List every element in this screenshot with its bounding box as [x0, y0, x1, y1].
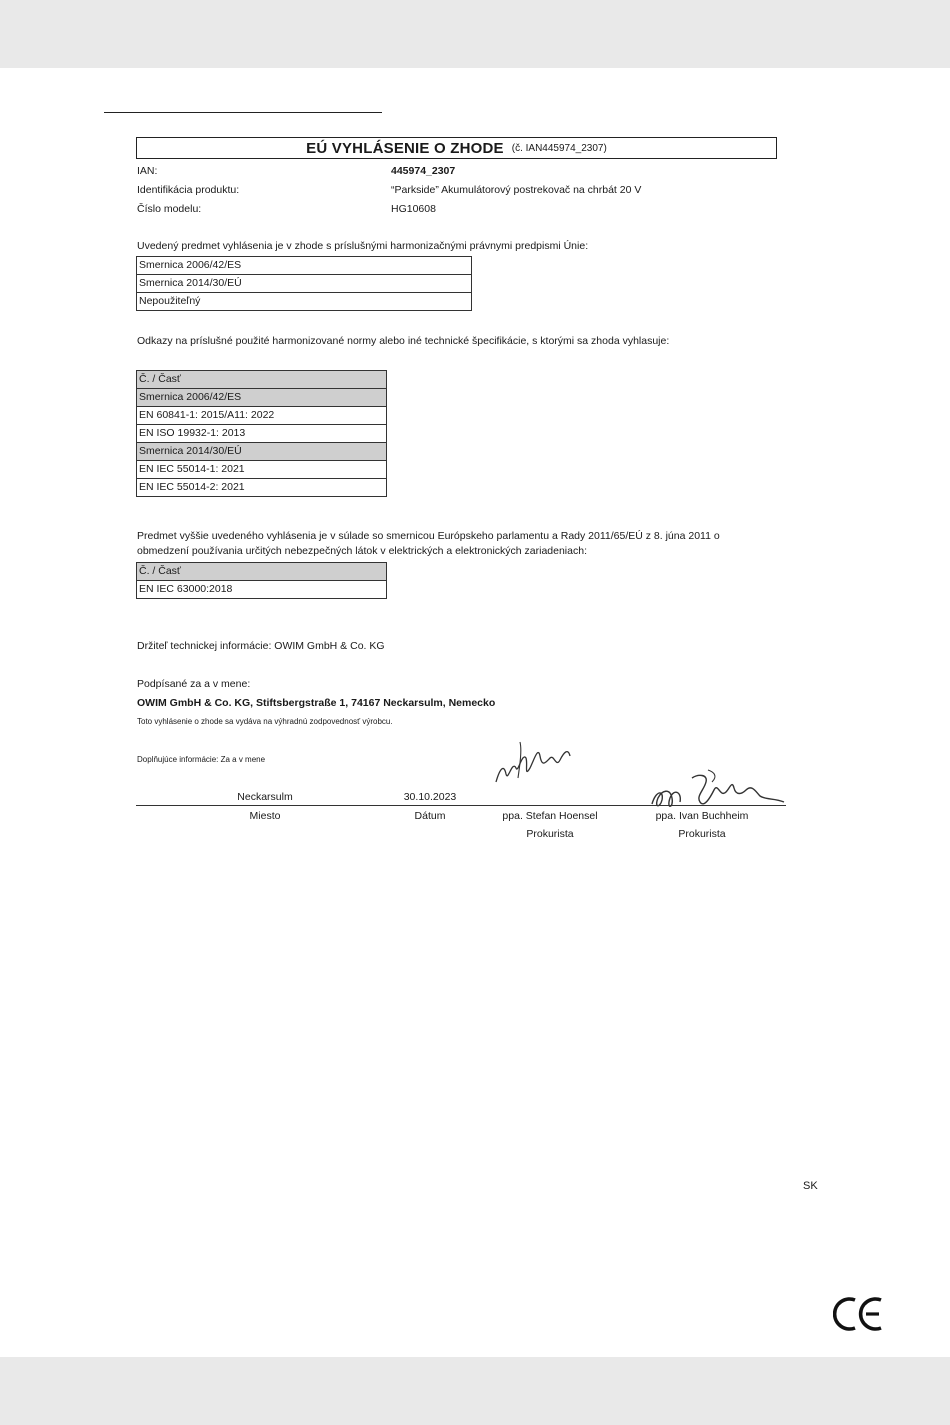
signed-for: Podpísané za a v mene:	[137, 678, 251, 690]
date-value: 30.10.2023	[403, 791, 457, 803]
table-cell: Smernica 2014/30/EÚ	[137, 443, 387, 461]
table-cell: Smernica 2014/30/EÚ	[137, 275, 472, 293]
responsibility-note: Toto vyhlásenie o zhode sa vydáva na výhradnú zodpovednosť výrobcu.	[137, 717, 393, 726]
top-band	[0, 0, 950, 68]
table-row	[137, 461, 387, 479]
signature-1-image	[490, 738, 580, 790]
tech-holder: Držiteľ technickej informácie: OWIM GmbH & Co. KG	[137, 640, 385, 652]
table-row	[137, 443, 387, 461]
table-cell: Č. / Časť	[137, 563, 387, 581]
signer-1-role: Prokurista	[526, 828, 574, 840]
table-row	[137, 371, 387, 389]
standards-intro: Odkazy na príslušné použité harmonizované normy alebo iné technické špecifikácie, s ktorými sa zhoda vyhlasuje:	[137, 335, 670, 347]
table-row	[137, 275, 472, 293]
table-row	[137, 293, 472, 311]
ian-value: 445974_2307	[391, 165, 456, 177]
table-cell: EN ISO 19932-1: 2013	[137, 425, 387, 443]
table-row	[137, 389, 387, 407]
table-row	[137, 581, 387, 599]
table-row	[137, 257, 472, 275]
product-id-label: Identifikácia produktu:	[137, 184, 240, 196]
rohs-intro: Predmet vyššie uvedeného vyhlásenia je v súlade so smernicou Európskeho parlamentu a Rady 2011/65/EÚ z 8. júna 2011 o obmedzení používania určitých nebezpečných látok v elektrických a elektronických zariadeniach:	[137, 530, 720, 557]
signer-2-name: ppa. Ivan Buchheim	[655, 810, 749, 822]
directives-intro: Uvedený predmet vyhlásenia je v zhode s príslušnými harmonizačnými právnymi predpismi Únie:	[137, 240, 589, 252]
model-number-value: HG10608	[391, 203, 436, 215]
signature-2-image	[648, 768, 788, 816]
table-cell: EN IEC 55014-1: 2021	[137, 461, 387, 479]
product-id-value: “Parkside” Akumulátorový postrekovač na chrbát 20 V	[391, 184, 642, 196]
table-row	[137, 425, 387, 443]
language-code: SK	[803, 1180, 818, 1192]
header-rule	[104, 112, 382, 113]
ce-mark-icon	[833, 1296, 885, 1332]
table-cell: EN IEC 63000:2018	[137, 581, 387, 599]
model-number-label: Číslo modelu:	[137, 203, 202, 215]
date-label: Dátum	[414, 810, 446, 822]
table-row	[137, 407, 387, 425]
signer-1-name: ppa. Stefan Hoensel	[502, 810, 598, 822]
place-value: Neckarsulm	[237, 791, 293, 803]
signer-2-role: Prokurista	[678, 828, 726, 840]
company-address: OWIM GmbH & Co. KG, Stiftsbergstraße 1, 74167 Neckarsulm, Nemecko	[137, 697, 496, 709]
table-cell: Smernica 2006/42/ES	[137, 257, 472, 275]
table-cell: Č. / Časť	[137, 371, 387, 389]
table-cell: EN IEC 55014-2: 2021	[137, 479, 387, 497]
rohs-table	[136, 562, 387, 599]
declaration-title: EÚ VYHLÁSENIE O ZHODE	[306, 139, 504, 157]
standards-table	[136, 370, 387, 497]
bottom-band	[0, 1357, 950, 1425]
additional-info: Doplňujúce informácie: Za a v mene	[137, 755, 266, 764]
declaration-title-box	[136, 137, 777, 159]
signature-line	[136, 805, 786, 806]
declaration-reference: (č. IAN445974_2307)	[511, 142, 607, 154]
table-cell: Smernica 2006/42/ES	[137, 389, 387, 407]
table-row	[137, 479, 387, 497]
place-label: Miesto	[249, 810, 281, 822]
directives-table	[136, 256, 472, 311]
table-cell: Nepoužiteľný	[137, 293, 472, 311]
table-row	[137, 563, 387, 581]
ian-label: IAN:	[137, 165, 158, 177]
table-cell: EN 60841-1: 2015/A11: 2022	[137, 407, 387, 425]
